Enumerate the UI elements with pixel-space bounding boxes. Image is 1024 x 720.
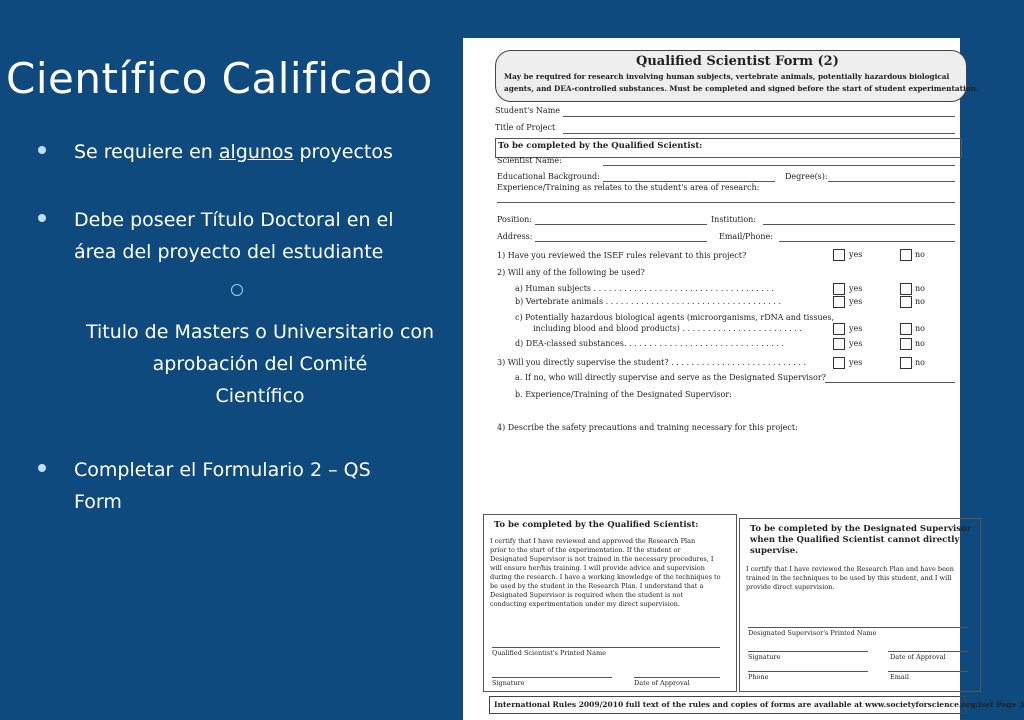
title-of-project-label: Title of Project	[495, 123, 556, 132]
bullet-2-line-1: Debe poseer Título Doctoral en el	[74, 209, 394, 231]
box-b-title-line: supervise.	[750, 546, 799, 556]
position-label: Position:	[497, 215, 532, 224]
educational-background-line	[603, 181, 775, 182]
q3a-label: a. If no, who will directly supervise and serve as the Designated Supervisor?	[515, 373, 826, 382]
qs-printed-name-line	[492, 647, 720, 648]
scientist-name-line	[603, 165, 955, 166]
qualified-scientist-form-image	[463, 38, 1024, 720]
experience-label: Experience/Training as relates to the student's area of research:	[497, 183, 760, 192]
bullet-2-line-2: área del proyecto del estudiante	[74, 241, 384, 263]
q3a-line	[825, 382, 955, 383]
q1-yes-label: yes	[849, 250, 863, 259]
q2a-yes-checkbox	[833, 283, 845, 295]
qs-signature-label: Signature	[492, 679, 525, 687]
q1-label: 1) Have you reviewed the ISEF rules relevant to this project?	[497, 251, 747, 260]
q1-no-label: no	[915, 250, 925, 259]
q2b-yes-checkbox	[833, 296, 845, 308]
q2b-no-checkbox	[900, 296, 912, 308]
form-desc-line-1: May be required for research involving human subjects, vertebrate animals, potentially hazardous biological	[504, 72, 950, 81]
q2a-no-checkbox	[900, 283, 912, 295]
q2d-yes-label: yes	[849, 339, 863, 348]
box-b-line: I certify that I have reviewed the Research Plan and have been	[746, 565, 954, 573]
sub-line-2: aprobación del Comité	[152, 353, 368, 375]
box-b-title-line: To be completed by the Designated Supervisor	[750, 524, 972, 534]
box-b-text	[746, 565, 954, 592]
experience-line	[497, 202, 955, 203]
ds-phone-line	[748, 671, 868, 672]
box-a-line: will ensure her/his training. I will provide advice and supervision	[490, 564, 705, 572]
box-a-line: during the research. I have a working knowledge of the techniques to	[490, 573, 721, 581]
q2d-label: d) DEA-classed substances. . . . . . . . . . . . . . . . . . . . . . . . . . . . . . . .	[515, 339, 785, 348]
q3-no-label: no	[915, 358, 925, 367]
email-phone-label: Email/Phone:	[719, 232, 773, 241]
ds-printed-name-line	[748, 627, 968, 628]
degrees-line	[828, 181, 955, 182]
box-a-line: Designated Supervisor is not trained in the necessary procedures, I	[490, 555, 714, 563]
q2c-label-1: c) Potentially hazardous biological agents (microorganisms, rDNA and tissues,	[515, 313, 835, 322]
ds-email-label: Email	[890, 673, 909, 681]
educational-background-label: Educational Background:	[497, 172, 600, 181]
qs-signature-line	[492, 677, 612, 678]
address-line	[535, 241, 707, 242]
form-footer: International Rules 2009/2010 full text of the rules and copies of forms are available at www.societyforscience.org/isef Page 3	[489, 696, 966, 714]
ds-signature-line	[748, 651, 868, 652]
q2c-no-checkbox	[900, 323, 912, 335]
scientist-name-label: Scientist Name:	[497, 156, 562, 165]
degrees-label: Degree(s):	[785, 172, 828, 181]
bullet-3-line-2: Form	[74, 491, 122, 513]
bullet-dot-icon	[38, 464, 46, 472]
q2b-yes-label: yes	[849, 297, 863, 306]
q3-yes-label: yes	[849, 358, 863, 367]
q1-no-checkbox	[900, 249, 912, 261]
qs-date-label: Date of Approval	[634, 679, 690, 687]
slide-title: Científico Calificado	[6, 54, 433, 103]
q3-yes-checkbox	[833, 357, 845, 369]
institution-label: Institution:	[711, 215, 756, 224]
sub-line-3: Científico	[215, 385, 305, 407]
q3-no-checkbox	[900, 357, 912, 369]
bullet-1-text-post: proyectos	[293, 141, 393, 163]
q2c-label-2: including blood and blood products) . . . . . . . . . . . . . . . . . . . . . . . .	[533, 324, 802, 333]
institution-line	[763, 224, 955, 225]
q4-label: 4) Describe the safety precautions and training necessary for this project:	[497, 423, 798, 432]
q2d-no-checkbox	[900, 338, 912, 350]
q2-label: 2) Will any of the following be used?	[497, 268, 645, 277]
bullet-1-text-pre: Se requiere en	[74, 141, 219, 163]
form-header	[495, 50, 979, 102]
bullet-dot-icon	[38, 146, 46, 154]
box-a-text	[490, 537, 721, 609]
box-a-line: conducting experimentation under my direct supervision.	[490, 600, 681, 608]
q2a-no-label: no	[915, 284, 925, 293]
bullet-1-underlined: algunos	[218, 141, 294, 163]
q2c-yes-label: yes	[849, 324, 863, 333]
designated-supervisor-certification-box	[739, 518, 981, 692]
box-b-title-line: when the Qualified Scientist cannot directly	[750, 535, 960, 545]
q3b-label: b. Experience/Training of the Designated Supervisor:	[515, 390, 732, 399]
box-b-line: provide direct supervision.	[746, 583, 835, 591]
section-header: To be completed by the Qualified Scientist:	[498, 141, 703, 151]
box-b-title	[750, 524, 971, 557]
box-a-line: Designated Supervisor is required when the student is not	[490, 591, 684, 599]
q2a-label: a) Human subjects . . . . . . . . . . . . . . . . . . . . . . . . . . . . . . . . . . . .	[515, 284, 775, 293]
form-title: Qualified Scientist Form (2)	[636, 54, 839, 69]
ds-phone-label: Phone	[748, 673, 769, 681]
q3-label: 3) Will you directly supervise the student? . . . . . . . . . . . . . . . . . . . . . . . . . . .	[497, 358, 806, 367]
form-desc-line-2: agents, and DEA-controlled substances. Must be completed and signed before the start of student experimentation.	[504, 84, 979, 93]
q2d-no-label: no	[915, 339, 925, 348]
sub-line-1: Titulo de Masters o Universitario con	[85, 321, 435, 343]
q2a-yes-label: yes	[849, 284, 863, 293]
q2b-label: b) Vertebrate animals . . . . . . . . . . . . . . . . . . . . . . . . . . . . . . . . . . .	[515, 297, 782, 306]
box-a-line: prior to the start of the experimentation. If the student or	[490, 546, 681, 554]
sub-bullet-circle-icon	[231, 284, 243, 296]
ds-signature-label: Signature	[748, 653, 781, 661]
ds-date-line	[888, 651, 968, 652]
students-name-line	[563, 116, 955, 117]
qs-date-line	[634, 677, 720, 678]
qs-printed-name-label: Qualified Scientist's Printed Name	[492, 649, 606, 657]
q2d-yes-checkbox	[833, 338, 845, 350]
students-name-label: Student's Name	[495, 106, 561, 115]
ds-email-line	[888, 671, 968, 672]
title-of-project-line	[563, 133, 955, 134]
q2c-yes-checkbox	[833, 323, 845, 335]
q1-yes-checkbox	[833, 249, 845, 261]
email-phone-line	[779, 241, 955, 242]
q2b-no-label: no	[915, 297, 925, 306]
q2c-no-label: no	[915, 324, 925, 333]
ds-printed-name-label: Designated Supervisor's Printed Name	[748, 629, 877, 637]
bullet-3-line-1: Completar el Formulario 2 – QS	[74, 459, 371, 481]
box-a-line: be used by the student in the Research Plan. I understand that a	[490, 582, 704, 590]
position-line	[535, 224, 707, 225]
ds-date-label: Date of Approval	[890, 653, 946, 661]
box-a-line: I certify that I have reviewed and approved the Research Plan	[490, 537, 696, 545]
section-header-box	[495, 138, 962, 158]
form-description	[504, 71, 979, 95]
box-a-title: To be completed by the Qualified Scientist:	[494, 520, 699, 530]
qualified-scientist-certification-box	[483, 514, 737, 692]
sub-bullet-text	[40, 316, 480, 412]
bullet-dot-icon	[38, 214, 46, 222]
address-label: Address:	[497, 232, 533, 241]
box-b-line: trained in the techniques to be used by this student, and I will	[746, 574, 952, 582]
